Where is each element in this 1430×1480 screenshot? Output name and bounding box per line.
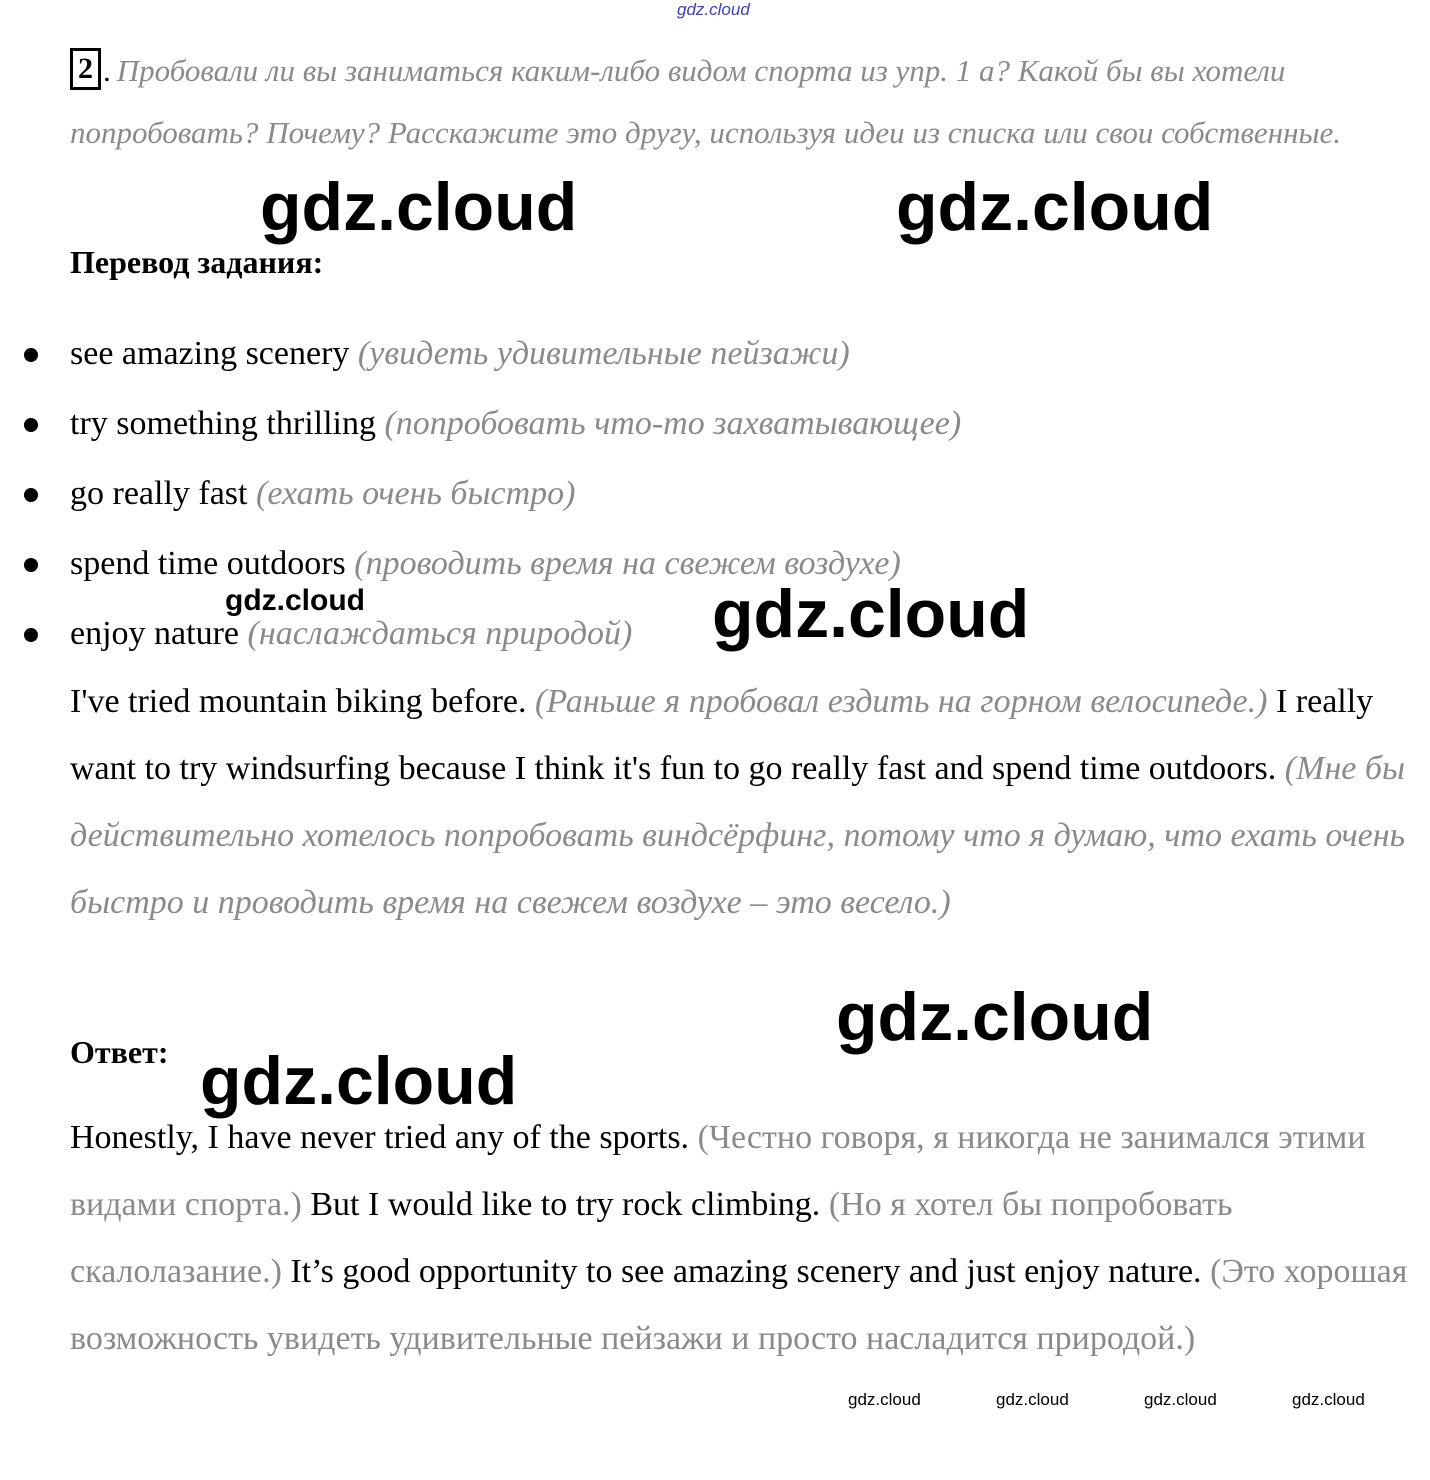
example-ru: (Раньше я пробовал ездить на горном велосипеде.) [535, 683, 1268, 720]
idea-en: go really fast [70, 475, 248, 512]
task-text: Пробовали ли вы заниматься каким-либо видом спорта из упр. 1 а? Какой бы вы хотели попробовать? Почему? Расскажите это другу, используя идеи из списка или свои собственные. [70, 53, 1341, 150]
bullet-dot [24, 488, 38, 502]
answer-en: But I would like to try rock climbing. [310, 1186, 821, 1223]
watermark: gdz.cloud [996, 1390, 1069, 1409]
watermark: gdz.cloud [225, 584, 365, 617]
answer-paragraph [70, 1104, 1410, 1372]
idea-ru: (увидеть удивительные пейзажи) [357, 335, 850, 372]
idea-en: see amazing scenery [70, 335, 350, 372]
idea-ru: (попробовать что-то захватывающее) [384, 405, 962, 442]
idea-en: enjoy nature [70, 615, 239, 652]
task-statement [70, 40, 1410, 164]
example-en: I really want to try windsurfing because I think it's fun to go really fast and spend time outdoors. [70, 683, 1374, 787]
bullet-dot [24, 628, 38, 642]
example-en: I've tried mountain biking before. [70, 683, 527, 720]
translation-heading: Перевод задания: [70, 244, 324, 280]
watermark: gdz.cloud [200, 1043, 518, 1119]
idea-en: try something thrilling [70, 405, 376, 442]
watermark: gdz.cloud [848, 1390, 921, 1409]
task-number: 2 [70, 48, 101, 90]
idea-ru: (проводить время на свежем воздухе) [354, 545, 901, 582]
list-item [0, 394, 1430, 464]
bullet-dot [24, 418, 38, 432]
watermark: gdz.cloud [712, 576, 1030, 652]
idea-ru: (ехать очень быстро) [256, 475, 576, 512]
example-ru: (Мне бы действительно хотелось попробовать виндсёрфинг, потому что я думаю, что ехать очень быстро и проводить время на свежем воздухе – это весело.) [70, 750, 1406, 921]
idea-ru: (наслаждаться природой) [247, 615, 633, 652]
bullet-dot [24, 558, 38, 572]
list-item [0, 324, 1430, 394]
watermark: gdz.cloud [896, 169, 1214, 245]
task-number-dot: . [103, 53, 111, 88]
top-watermark: gdz.cloud [677, 0, 750, 19]
answer-ru: (Это хорошая возможность увидеть удивительные пейзажи и просто насладится природой.) [70, 1253, 1408, 1357]
watermark: gdz.cloud [1144, 1390, 1217, 1409]
example-paragraph [70, 668, 1410, 936]
bullet-dot [24, 348, 38, 362]
answer-ru: (Честно говоря, я никогда не занимался этими видами спорта.) [70, 1119, 1366, 1223]
answer-en: Honestly, I have never tried any of the sports. [70, 1119, 690, 1156]
idea-en: spend time outdoors [70, 545, 346, 582]
answer-en: It’s good opportunity to see amazing scenery and just enjoy nature. [290, 1253, 1202, 1290]
list-item [0, 464, 1430, 534]
watermark: gdz.cloud [1292, 1390, 1365, 1409]
watermark: gdz.cloud [260, 169, 578, 245]
answer-heading: Ответ: [70, 1034, 169, 1070]
answer-ru: (Но я хотел бы попробовать скалолазание.) [70, 1186, 1233, 1290]
watermark: gdz.cloud [836, 979, 1154, 1055]
